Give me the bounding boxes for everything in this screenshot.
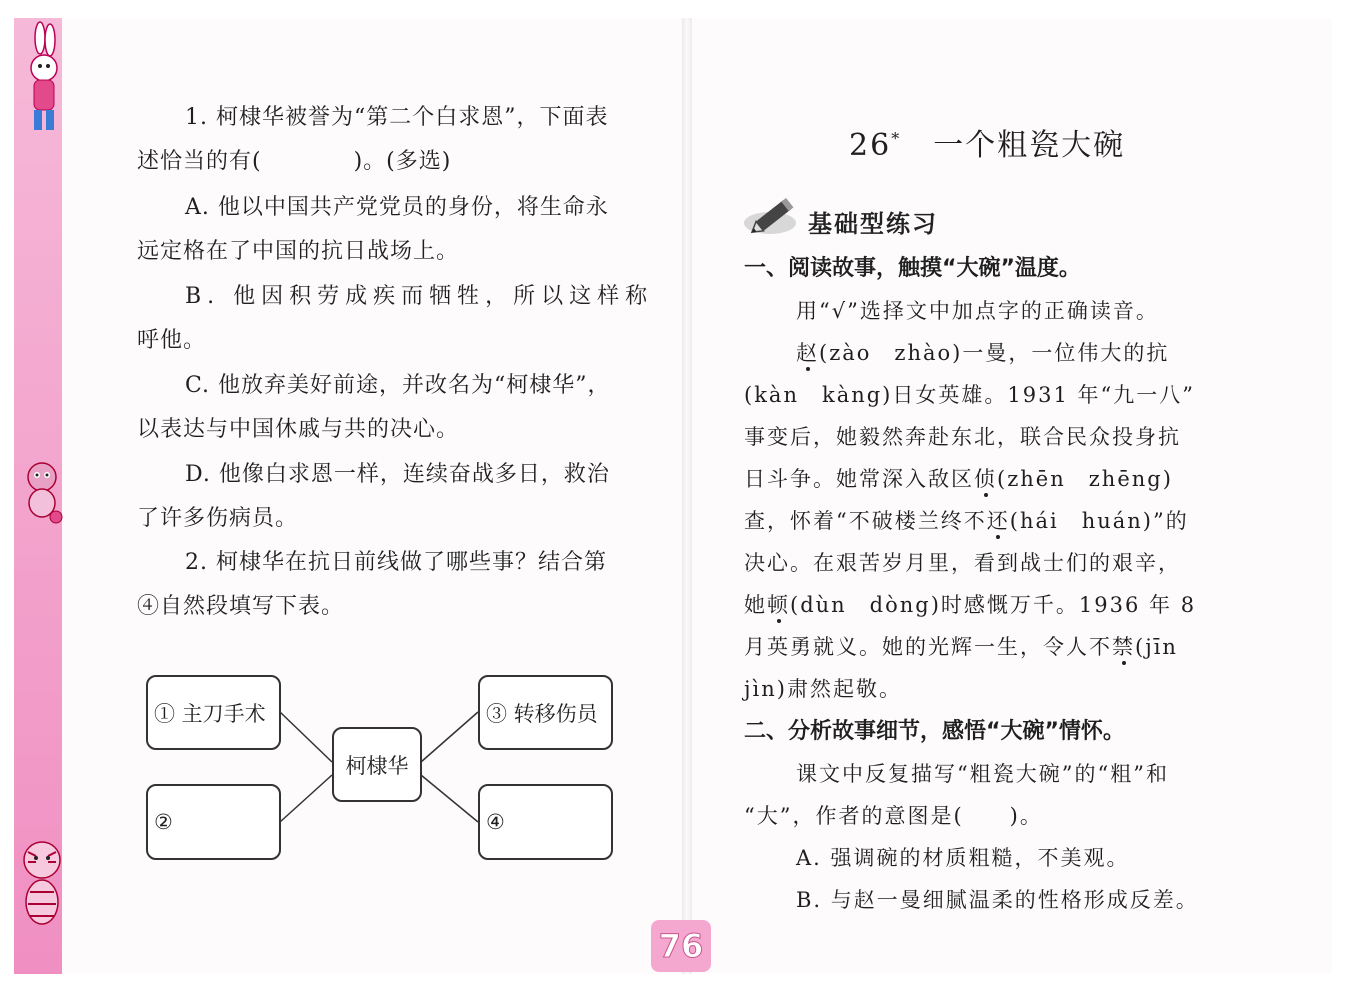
dotted-char-huan: 还 [986, 509, 1010, 533]
part-2-option-a: A. 强调碗的材质粗糙，不美观。 [796, 846, 1130, 870]
lesson-star: * [891, 129, 902, 148]
option-b-line-2: 呼他。 [137, 328, 207, 353]
dotted-char-zhao: 赵 [796, 341, 819, 365]
part-1-heading: 一、阅读故事，触摸“大碗”温度。 [744, 256, 1081, 281]
question-2-line-2: ④自然段填写下表。 [137, 594, 345, 619]
option-d-line-1: D. 他像白求恩一样，连续奋战多日，救治 [185, 462, 610, 487]
option-d-line-2: 了许多伤病员。 [137, 506, 299, 531]
passage-line-5-c: (hái huán)”的 [1009, 509, 1189, 533]
diagram-box-2[interactable]: ② [146, 784, 281, 860]
passage-line-8 [744, 626, 1178, 668]
dotted-char-jin: 禁 [1112, 635, 1135, 659]
passage-line-8-a: 月英勇就义。她的光辉一生，令人不 [744, 635, 1112, 659]
part-1-instruction: 用“√”选择文中加点字的正确读音。 [796, 299, 1159, 323]
lesson-title-text: 一个粗瓷大碗 [933, 128, 1126, 163]
section-label: 基础型练习 [808, 210, 938, 238]
option-b-line-1: B. 他因积劳成疾而牺牲，所以这样称 [185, 284, 654, 309]
part-2-option-b: B. 与赵一曼细腻温柔的性格形成反差。 [796, 888, 1199, 912]
diagram-box-3: ③ 转移伤员 [478, 675, 613, 750]
option-c-line-1: C. 他放弃美好前途，并改名为“柯棣华”， [185, 373, 611, 398]
passage-line-2: (kàn kàng)日女英雄。1931 年“九一八” [744, 383, 1195, 407]
question-1-line-2: 述恰当的有( )。(多选) [137, 149, 452, 174]
question-2-line-1: 2. 柯棣华在抗日前线做了哪些事？结合第 [185, 550, 607, 575]
passage-line-8-c: (jīn [1135, 635, 1178, 659]
passage-line-7 [744, 584, 1196, 626]
passage-line-1-rest: (zào zhào)一曼，一位伟大的抗 [819, 341, 1170, 365]
passage-line-4-a: 日斗争。她常深入敌区 [744, 467, 974, 491]
passage-line-6: 决心。在艰苦岁月里，看到战士们的艰辛， [744, 551, 1181, 575]
lesson-number: 26 [849, 128, 892, 163]
part-2-heading: 二、分析故事细节，感悟“大碗”情怀。 [744, 719, 1125, 744]
passage-line-9: jìn)肃然起敬。 [744, 677, 902, 701]
passage-line-4-c: (zhēn zhēng) [997, 467, 1173, 491]
diagram-box-1: ① 主刀手术 [146, 675, 281, 750]
page-number: 76 [651, 920, 711, 972]
passage-line-7-c: (dùn dòng)时感慨万千。1936 年 8 [790, 593, 1197, 617]
pencil-icon [742, 193, 804, 237]
passage-line-5-a: 查，怀着“不破楼兰终不 [744, 509, 987, 533]
part-2-question-line-1: 课文中反复描写“粗瓷大碗”的“粗”和 [796, 762, 1169, 786]
diagram-center-box: 柯棣华 [332, 727, 422, 802]
part-2-question-line-2: “大”，作者的意图是( )。 [744, 804, 1043, 828]
option-c-line-2: 以表达与中国休戚与共的决心。 [137, 417, 460, 442]
passage-line-3: 事变后，她毅然奔赴东北，联合民众投身抗 [744, 425, 1181, 449]
question-1-line-1: 1. 柯棣华被誉为“第二个白求恩”，下面表 [185, 105, 609, 130]
option-a-line-1: A. 他以中国共产党党员的身份，将生命永 [185, 195, 609, 220]
passage-line-5 [744, 500, 1189, 542]
option-a-line-2: 远定格在了中国的抗日战场上。 [137, 239, 460, 264]
passage-line-7-a: 她 [744, 593, 767, 617]
passage-line-4 [744, 458, 1173, 500]
dotted-char-dun: 顿 [767, 593, 790, 617]
dotted-char-zhen: 侦 [974, 467, 997, 491]
diagram-box-4[interactable]: ④ [478, 784, 613, 860]
passage-line-1 [796, 332, 1169, 374]
lesson-title [849, 120, 1125, 164]
